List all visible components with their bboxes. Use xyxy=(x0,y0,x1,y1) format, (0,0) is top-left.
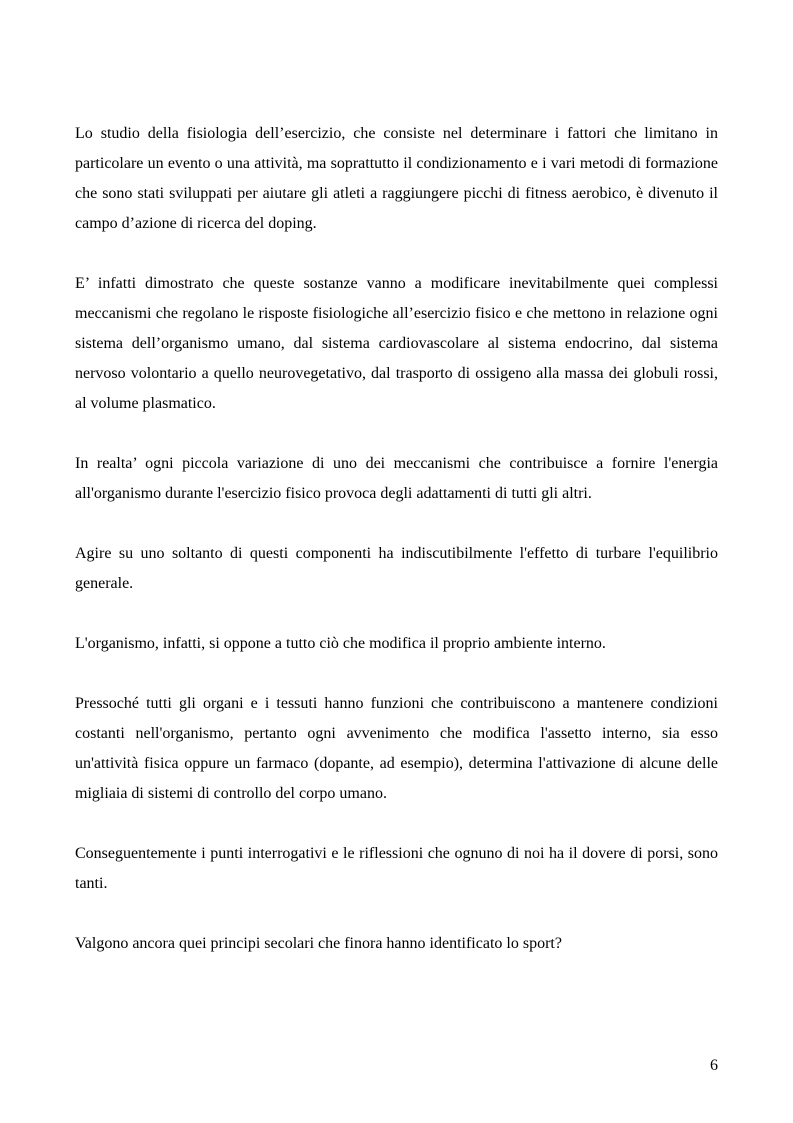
paragraph-3: In realta’ ogni piccola variazione di uno dei meccanismi che contribuisce a fornire l'energia all'organismo durante l'esercizio fisico provoca degli adattamenti di tutti gli altri. xyxy=(75,455,718,502)
paragraph-4: Agire su uno soltanto di questi componenti ha indiscutibilmente l'effetto di turbare l'equilibrio generale. xyxy=(75,545,718,592)
paragraph-1: Lo studio della fisiologia dell’esercizio, che consiste nel determinare i fattori che limitano in particolare un evento o una attività, ma soprattutto il condizionamento e i vari metodi di formazione che sono stati sviluppati per aiutare gli atleti a raggiungere picchi di fitness aerobico, è divenuto il campo d’azione di ricerca del doping. xyxy=(75,125,718,232)
paragraph-8: Valgono ancora quei principi secolari che finora hanno identificato lo sport? xyxy=(75,935,562,952)
paragraph-6: Pressoché tutti gli organi e i tessuti hanno funzioni che contribuiscono a mantenere condizioni costanti nell'organismo, pertanto ogni avvenimento che modifica l'assetto interno, sia esso un'attività fisica oppure un farmaco (dopante, ad esempio), determina l'attivazione di alcune delle migliaia di sistemi di controllo del corpo umano. xyxy=(75,695,718,802)
paragraph-7: Conseguentemente i punti interrogativi e le riflessioni che ognuno di noi ha il dovere di porsi, sono tanti. xyxy=(75,845,718,892)
paragraph-2: E’ infatti dimostrato che queste sostanze vanno a modificare inevitabilmente quei complessi meccanismi che regolano le risposte fisiologiche all’esercizio fisico e che mettono in relazione ogni sistema dell’organismo umano, dal sistema cardiovascolare al sistema endocrino, dal sistema nervoso volontario a quello neurovegetativo, dal trasporto di ossigeno alla massa dei globuli rossi, al volume plasmatico. xyxy=(75,275,718,412)
paragraph-5: L'organismo, infatti, si oppone a tutto ciò che modifica il proprio ambiente interno. xyxy=(75,635,606,652)
page-number: 6 xyxy=(710,1057,718,1074)
page-body xyxy=(75,119,718,989)
